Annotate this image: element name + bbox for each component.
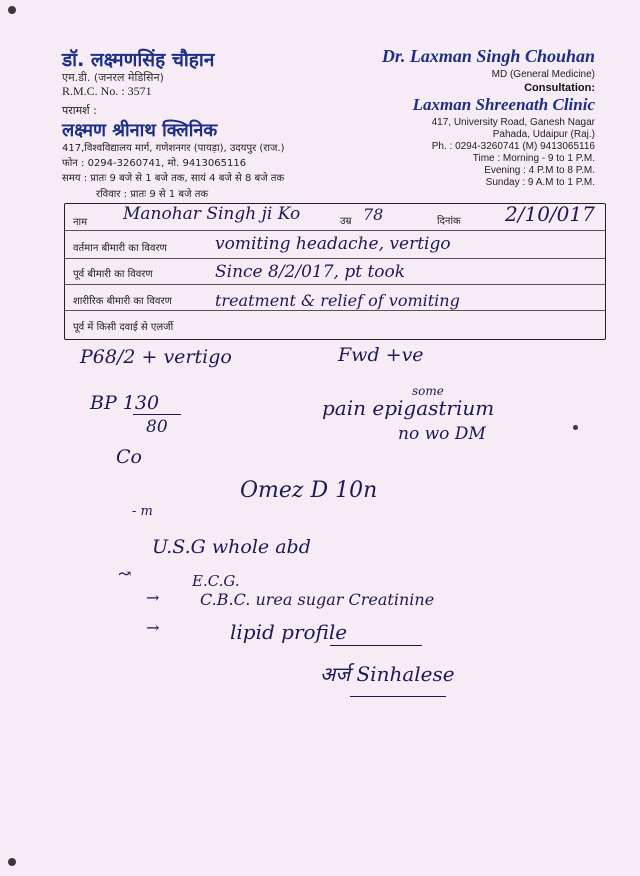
phone-english: Ph. : 0294-3260741 (M) 9413065116 <box>431 141 595 152</box>
underline-stroke <box>330 645 422 646</box>
note-fwd: Fwd +ve <box>338 344 424 366</box>
investigation-usg: U.S.G whole abd <box>152 536 311 558</box>
note-pain: pain epigastrium <box>322 396 495 420</box>
arrow-marker: → <box>146 618 160 637</box>
name-label: नाम <box>73 217 88 228</box>
address-line-1: 417, University Road, Ganesh Nagar <box>431 117 595 128</box>
doctor-signature: अर्ज Sinhalese <box>320 662 455 686</box>
arrow-marker: → <box>146 588 160 607</box>
phone-hindi: फोन : 0294-3260741, मो. 9413065116 <box>62 158 247 169</box>
punch-hole <box>8 858 16 866</box>
patient-name-value: Manohar Singh ji Ko <box>123 204 301 224</box>
note-bp-systolic: BP 130 <box>90 392 160 414</box>
form-divider <box>65 258 605 259</box>
note-dash: - m <box>132 504 153 519</box>
form-divider <box>65 310 605 311</box>
form-divider <box>65 284 605 285</box>
age-value: 78 <box>363 205 384 224</box>
address-line-2: Pahada, Udaipur (Raj.) <box>492 129 595 140</box>
time-evening: Evening : 4 P.M to 8 P.M. <box>484 165 595 176</box>
note-bp-diastolic: 80 <box>146 417 168 437</box>
punch-hole <box>573 425 578 430</box>
investigation-lipid: lipid profile <box>230 620 348 644</box>
clinic-name-english: Laxman Shreenath Clinic <box>412 95 595 114</box>
punch-hole <box>8 6 16 14</box>
time-sunday: Sunday : 9 A.M to 1 P.M. <box>485 177 595 188</box>
sunday-hindi: रविवार : प्रातः 9 से 1 बजे तक <box>96 189 209 200</box>
physical-illness-label: शारीरिक बीमारी का विवरण <box>73 296 172 307</box>
degree-hindi: एम.डी. (जनरल मेडिसिन) <box>62 71 164 84</box>
degree-english: MD (General Medicine) <box>491 69 595 80</box>
address-hindi: 417,विश्वविद्यालय मार्ग, गणेशनगर (पायड़ा), उदयपुर (राज.) <box>62 143 285 154</box>
investigation-cbc: C.B.C. urea sugar Creatinine <box>200 590 435 609</box>
arrow-marker: ↝ <box>118 564 132 583</box>
past-illness-label: पूर्व बीमारी का विवरण <box>73 269 153 280</box>
note-no-dm: no wo DM <box>398 424 486 444</box>
physical-illness-value: treatment & relief of vomiting <box>215 291 460 310</box>
date-label: दिनांक <box>437 216 461 227</box>
past-illness-value: Since 8/2/017, pt took <box>215 262 406 282</box>
current-illness-label: वर्तमान बीमारी का विवरण <box>73 243 167 254</box>
doctor-name-hindi: डॉ. लक्ष्मणसिंह चौहान <box>62 49 215 71</box>
time-morning: Time : Morning - 9 to 1 P.M. <box>472 153 595 164</box>
doctor-name-english: Dr. Laxman Singh Chouhan <box>381 46 595 66</box>
investigation-ecg: E.C.G. <box>192 572 240 590</box>
clinic-name-hindi: लक्ष्मण श्रीनाथ क्लिनिक <box>62 120 218 141</box>
consult-label-hindi: परामर्श : <box>62 104 97 117</box>
note-pulse: P68/2 + vertigo <box>80 346 232 368</box>
form-divider <box>65 230 605 231</box>
patient-details-box <box>64 203 606 340</box>
timing-hindi: समय : प्रातः 9 बजे से 1 बजे तक, सायं 4 बजे से 8 बजे तक <box>62 173 285 184</box>
bp-fraction-line <box>133 414 181 415</box>
date-value: 2/10/017 <box>505 202 595 226</box>
underline-stroke <box>350 696 446 697</box>
note-co: Co <box>116 446 142 468</box>
allergy-label: पूर्व में किसी दवाई से एलर्जी <box>73 322 174 333</box>
rmc-number: R.M.C. No. : 3571 <box>62 84 152 98</box>
current-illness-value: vomiting headache, vertigo <box>215 234 451 254</box>
age-label: उम्र <box>340 216 352 227</box>
rx-omez: Omez D 10n <box>240 478 378 503</box>
consult-label-english: Consultation: <box>524 82 595 94</box>
note-sup: some <box>412 384 444 398</box>
